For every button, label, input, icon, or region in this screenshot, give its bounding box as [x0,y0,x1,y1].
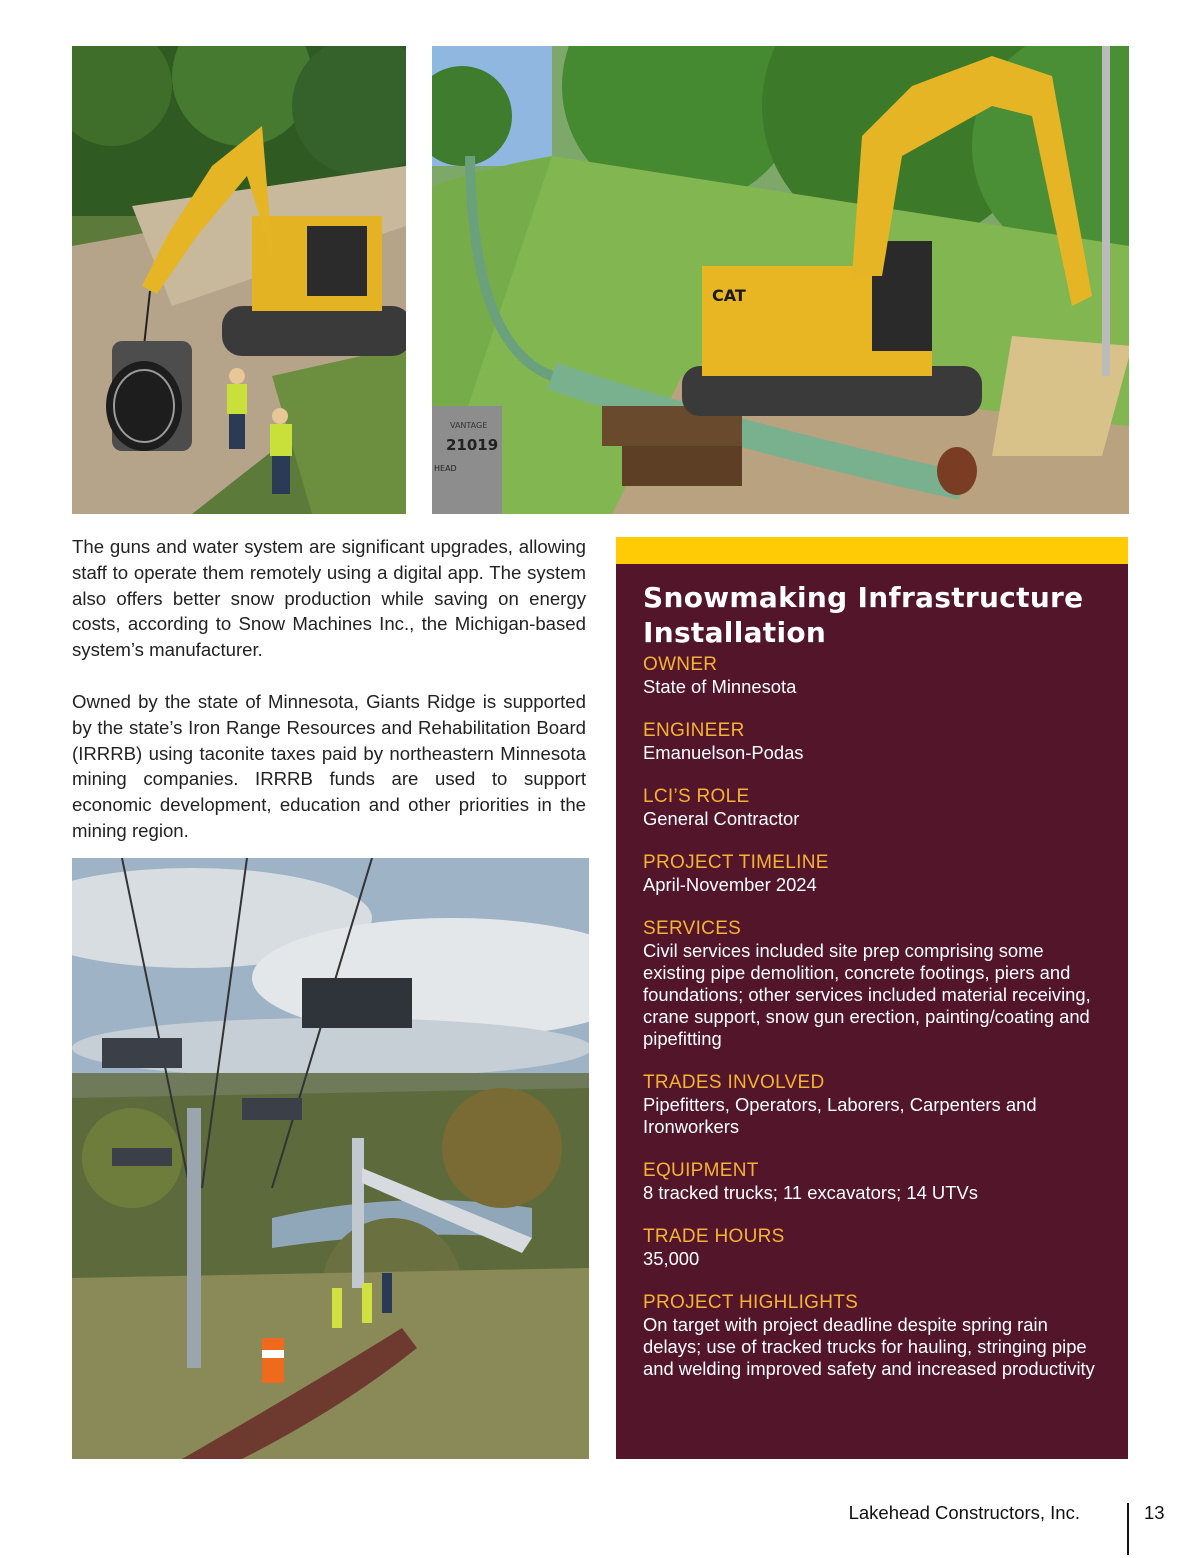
photo-chairlift-pipeline [72,858,589,1459]
info-label: OWNER [643,654,718,675]
trailer-label-2: HEAD [434,464,457,473]
info-item-role [643,786,1102,830]
info-item-timeline [643,852,1102,896]
trailer-label: VANTAGE [450,421,488,430]
info-label: TRADE HOURS [643,1226,785,1247]
page-number: 13 [1144,1502,1165,1523]
info-item-equipment [643,1160,1102,1204]
trailer-number: 21019 [446,436,499,454]
info-label: PROJECT TIMELINE [643,852,829,873]
info-item-trades [643,1072,1102,1138]
cat-badge-text: CAT [712,286,746,305]
info-label: TRADES INVOLVED [643,1072,825,1093]
accent-bar [616,537,1128,564]
info-value: Emanuelson-Podas [643,742,804,763]
project-info-panel [616,564,1128,1459]
footer-company-name: Lakehead Constructors, Inc. [848,1502,1080,1523]
footer-divider [1127,1503,1129,1555]
info-value: 8 tracked trucks; 11 excavators; 14 UTVs [643,1182,978,1203]
info-value: April-November 2024 [643,874,817,895]
info-item-services [643,918,1102,1050]
info-value: State of Minnesota [643,676,797,697]
info-item-owner [643,654,1102,698]
info-item-engineer [643,720,1102,764]
photo-excavator-lifting-snow-gun [72,46,406,514]
info-value: Civil services included site prep comprising some existing pipe demolition, concrete footings, piers and foundations; other services included material receiving, crane support, snow gun erection, painting/coating and pipefitting [643,940,1091,1049]
info-value: General Contractor [643,808,800,829]
info-item-trade-hours [643,1226,1102,1270]
info-label: ENGINEER [643,720,745,741]
photo-excavator-green-pipe [432,46,1129,514]
info-item-highlights [643,1292,1102,1380]
info-value: On target with project deadline despite spring rain delays; use of tracked trucks for hauling, stringing pipe and welding improved safety and increased productivity [643,1314,1095,1379]
info-value: 35,000 [643,1248,700,1269]
info-label: SERVICES [643,918,742,939]
info-label: EQUIPMENT [643,1160,759,1181]
body-paragraph-2: Owned by the state of Minnesota, Giants Ridge is supported by the state’s Iron Range Resources and Rehabilitation Board (IRRRB) using taconite taxes paid by northeastern Minnesota mining companies. IRRRB funds are used to support economic development, education and other priorities in the mining region. [72,691,586,841]
info-value: Pipefitters, Operators, Laborers, Carpenters and Ironworkers [643,1094,1037,1137]
info-label: LCI’S ROLE [643,786,750,807]
body-paragraph-1: The guns and water system are significant upgrades, allowing staff to operate them remotely using a digital app. The system also offers better snow production while saving on energy costs, according to Snow Machines Inc., the Michigan-based system’s manufacturer. [72,536,586,661]
project-title: Snowmaking Infrastructure Installation [643,581,1084,649]
info-label: PROJECT HIGHLIGHTS [643,1292,859,1313]
